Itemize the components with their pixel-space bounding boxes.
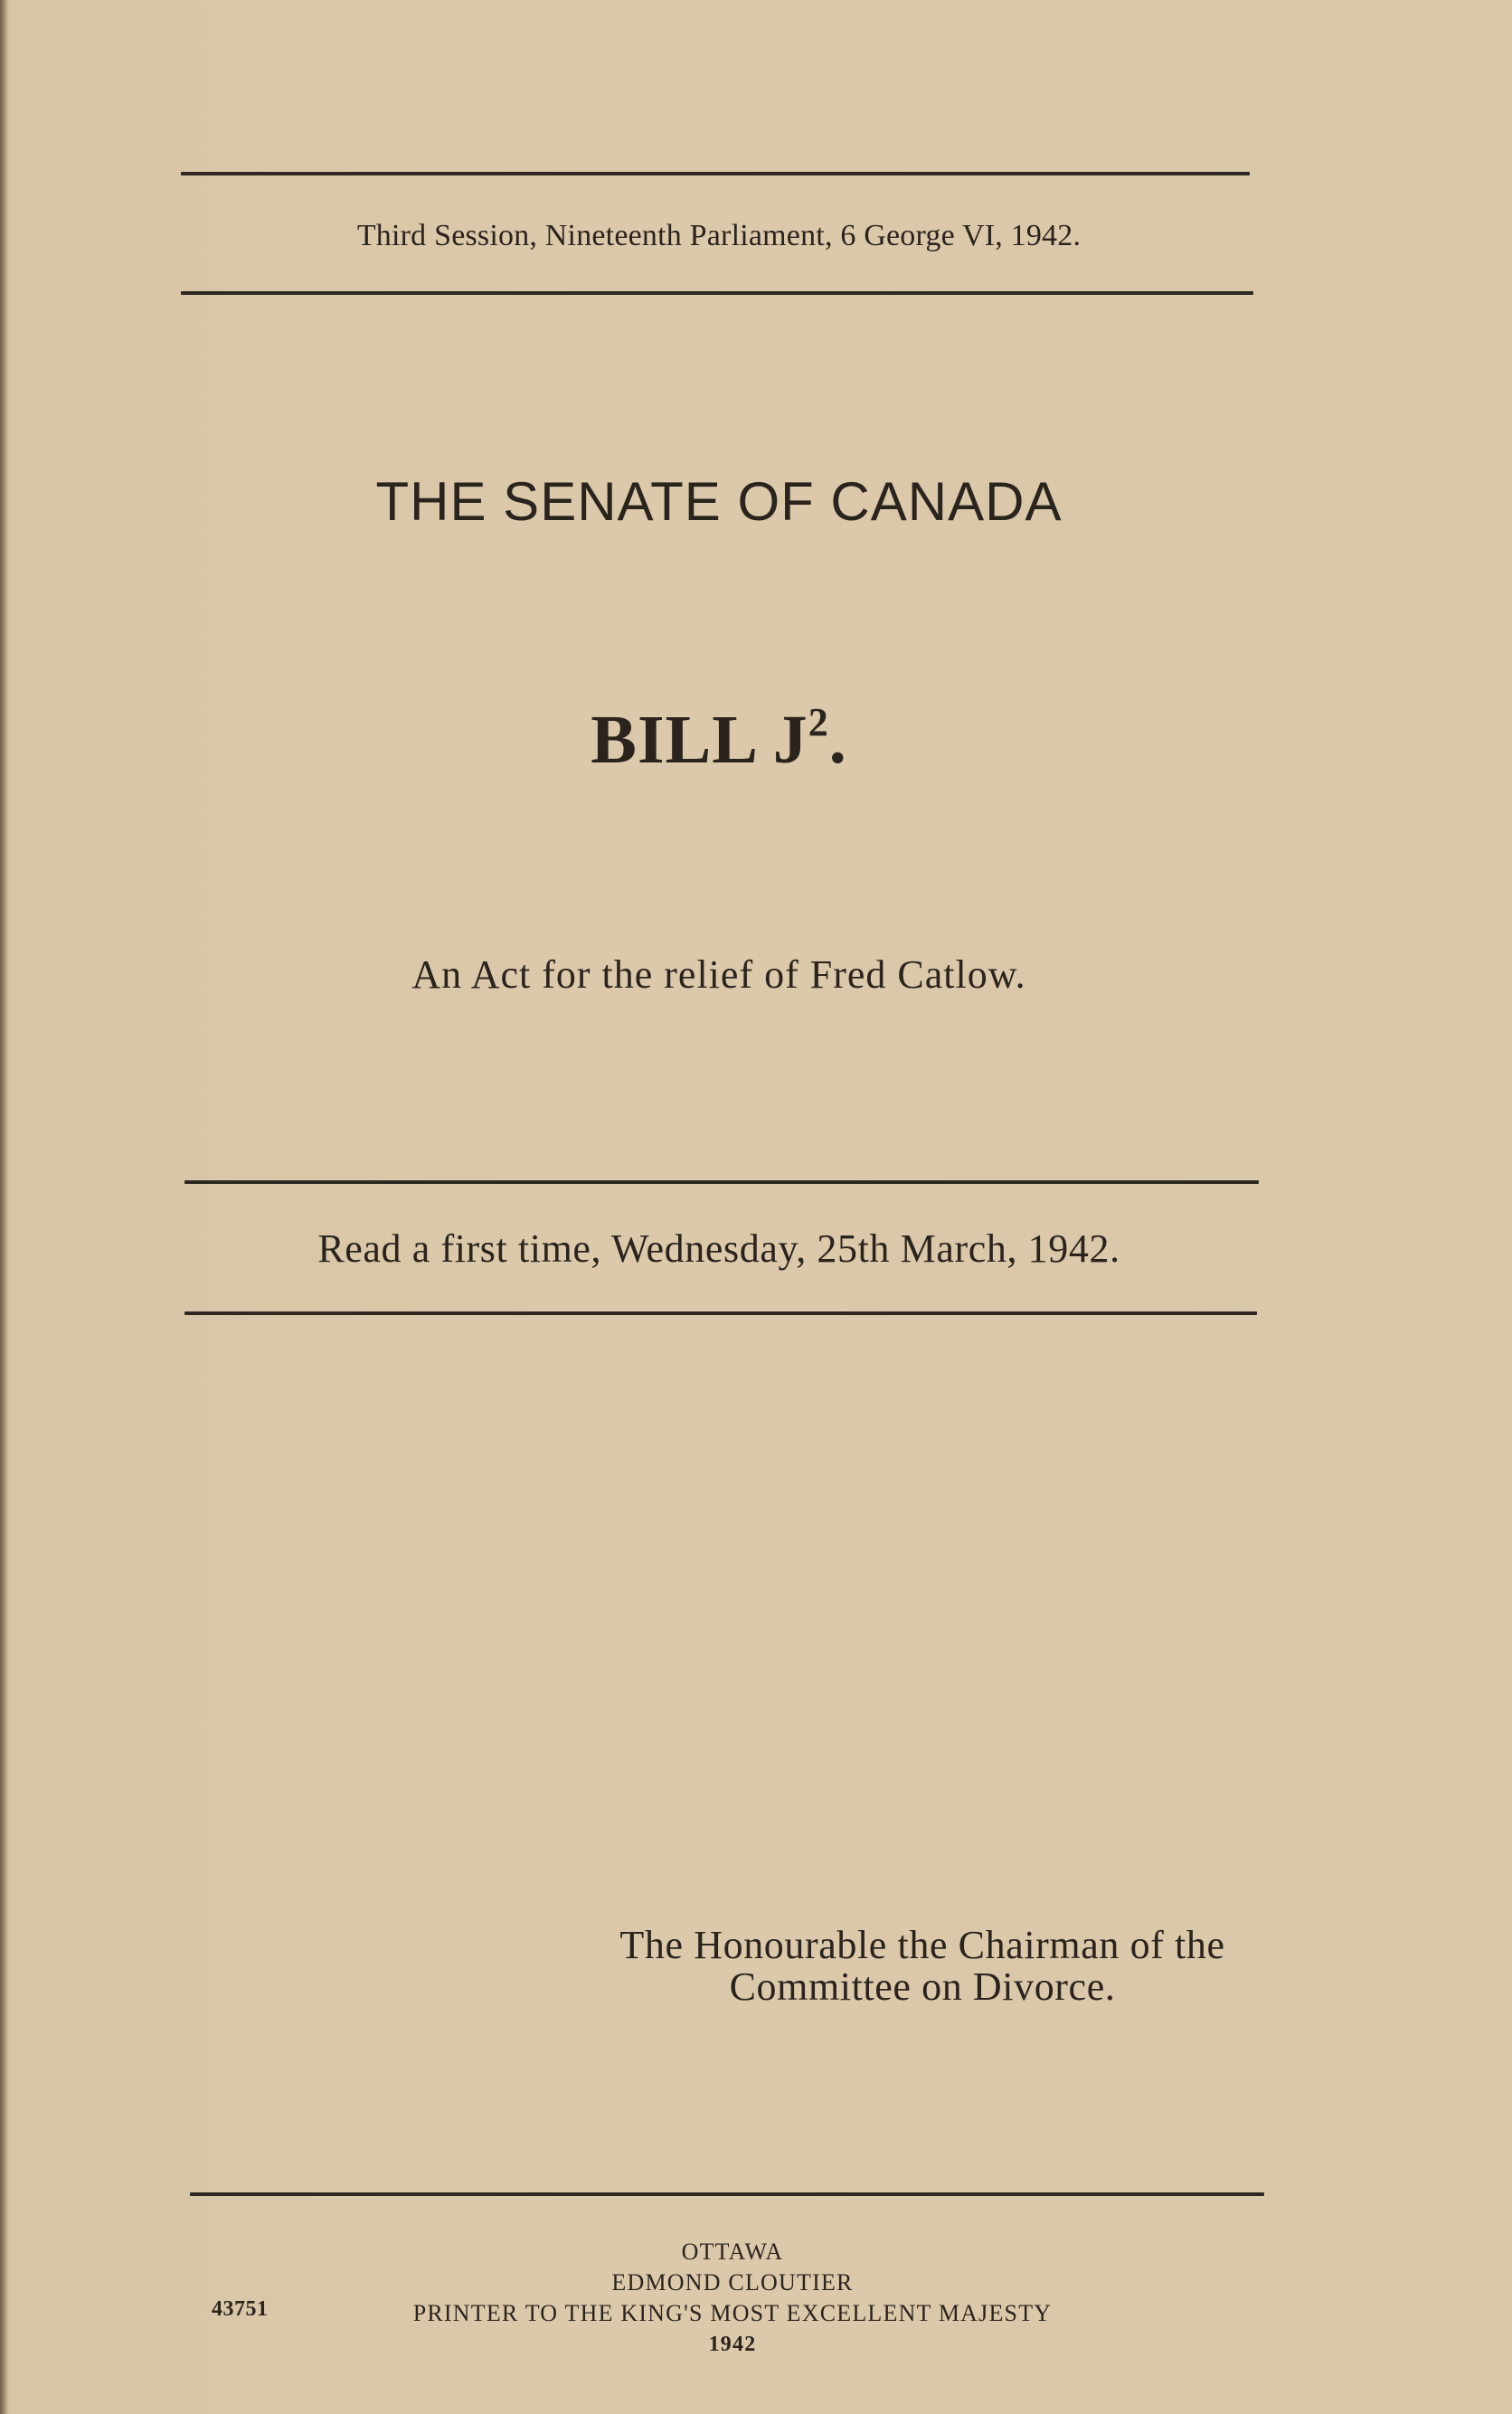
imprint-printer-name: EDMOND CLOUTIER xyxy=(611,2269,854,2296)
reading-top-rule xyxy=(184,1180,1259,1184)
bill-title-suffix: . xyxy=(828,702,847,778)
bill-title-superscript: 2 xyxy=(808,700,829,744)
header-top-rule xyxy=(181,172,1250,175)
reading-bottom-rule xyxy=(184,1311,1257,1315)
sponsor-line-1: The Honourable the Chairman of the xyxy=(619,1923,1225,1967)
bill-title xyxy=(181,701,1257,780)
imprint-year: 1942 xyxy=(708,2333,757,2356)
sponsor-line-2: Committee on Divorce. xyxy=(729,1964,1116,2009)
sponsor-block xyxy=(561,1925,1284,2008)
imprint-rule xyxy=(190,2192,1264,2196)
header-bottom-rule xyxy=(181,291,1253,295)
reading-status: Read a first time, Wednesday, 25th March, 1942. xyxy=(317,1226,1120,1271)
imprint-block xyxy=(181,2237,1284,2360)
senate-title: THE SENATE OF CANADA xyxy=(375,471,1063,532)
session-line: Third Session, Nineteenth Parliament, 6 George VI, 1942. xyxy=(356,219,1082,252)
act-description: An Act for the relief of Fred Catlow. xyxy=(411,952,1026,997)
imprint-city: OTTAWA xyxy=(681,2239,784,2265)
job-number: 43751 xyxy=(212,2297,269,2321)
imprint-printer-title: PRINTER TO THE KING'S MOST EXCELLENT MAJESTY xyxy=(412,2300,1053,2326)
bill-title-prefix: BILL J xyxy=(591,702,808,778)
binding-edge xyxy=(0,0,8,2414)
